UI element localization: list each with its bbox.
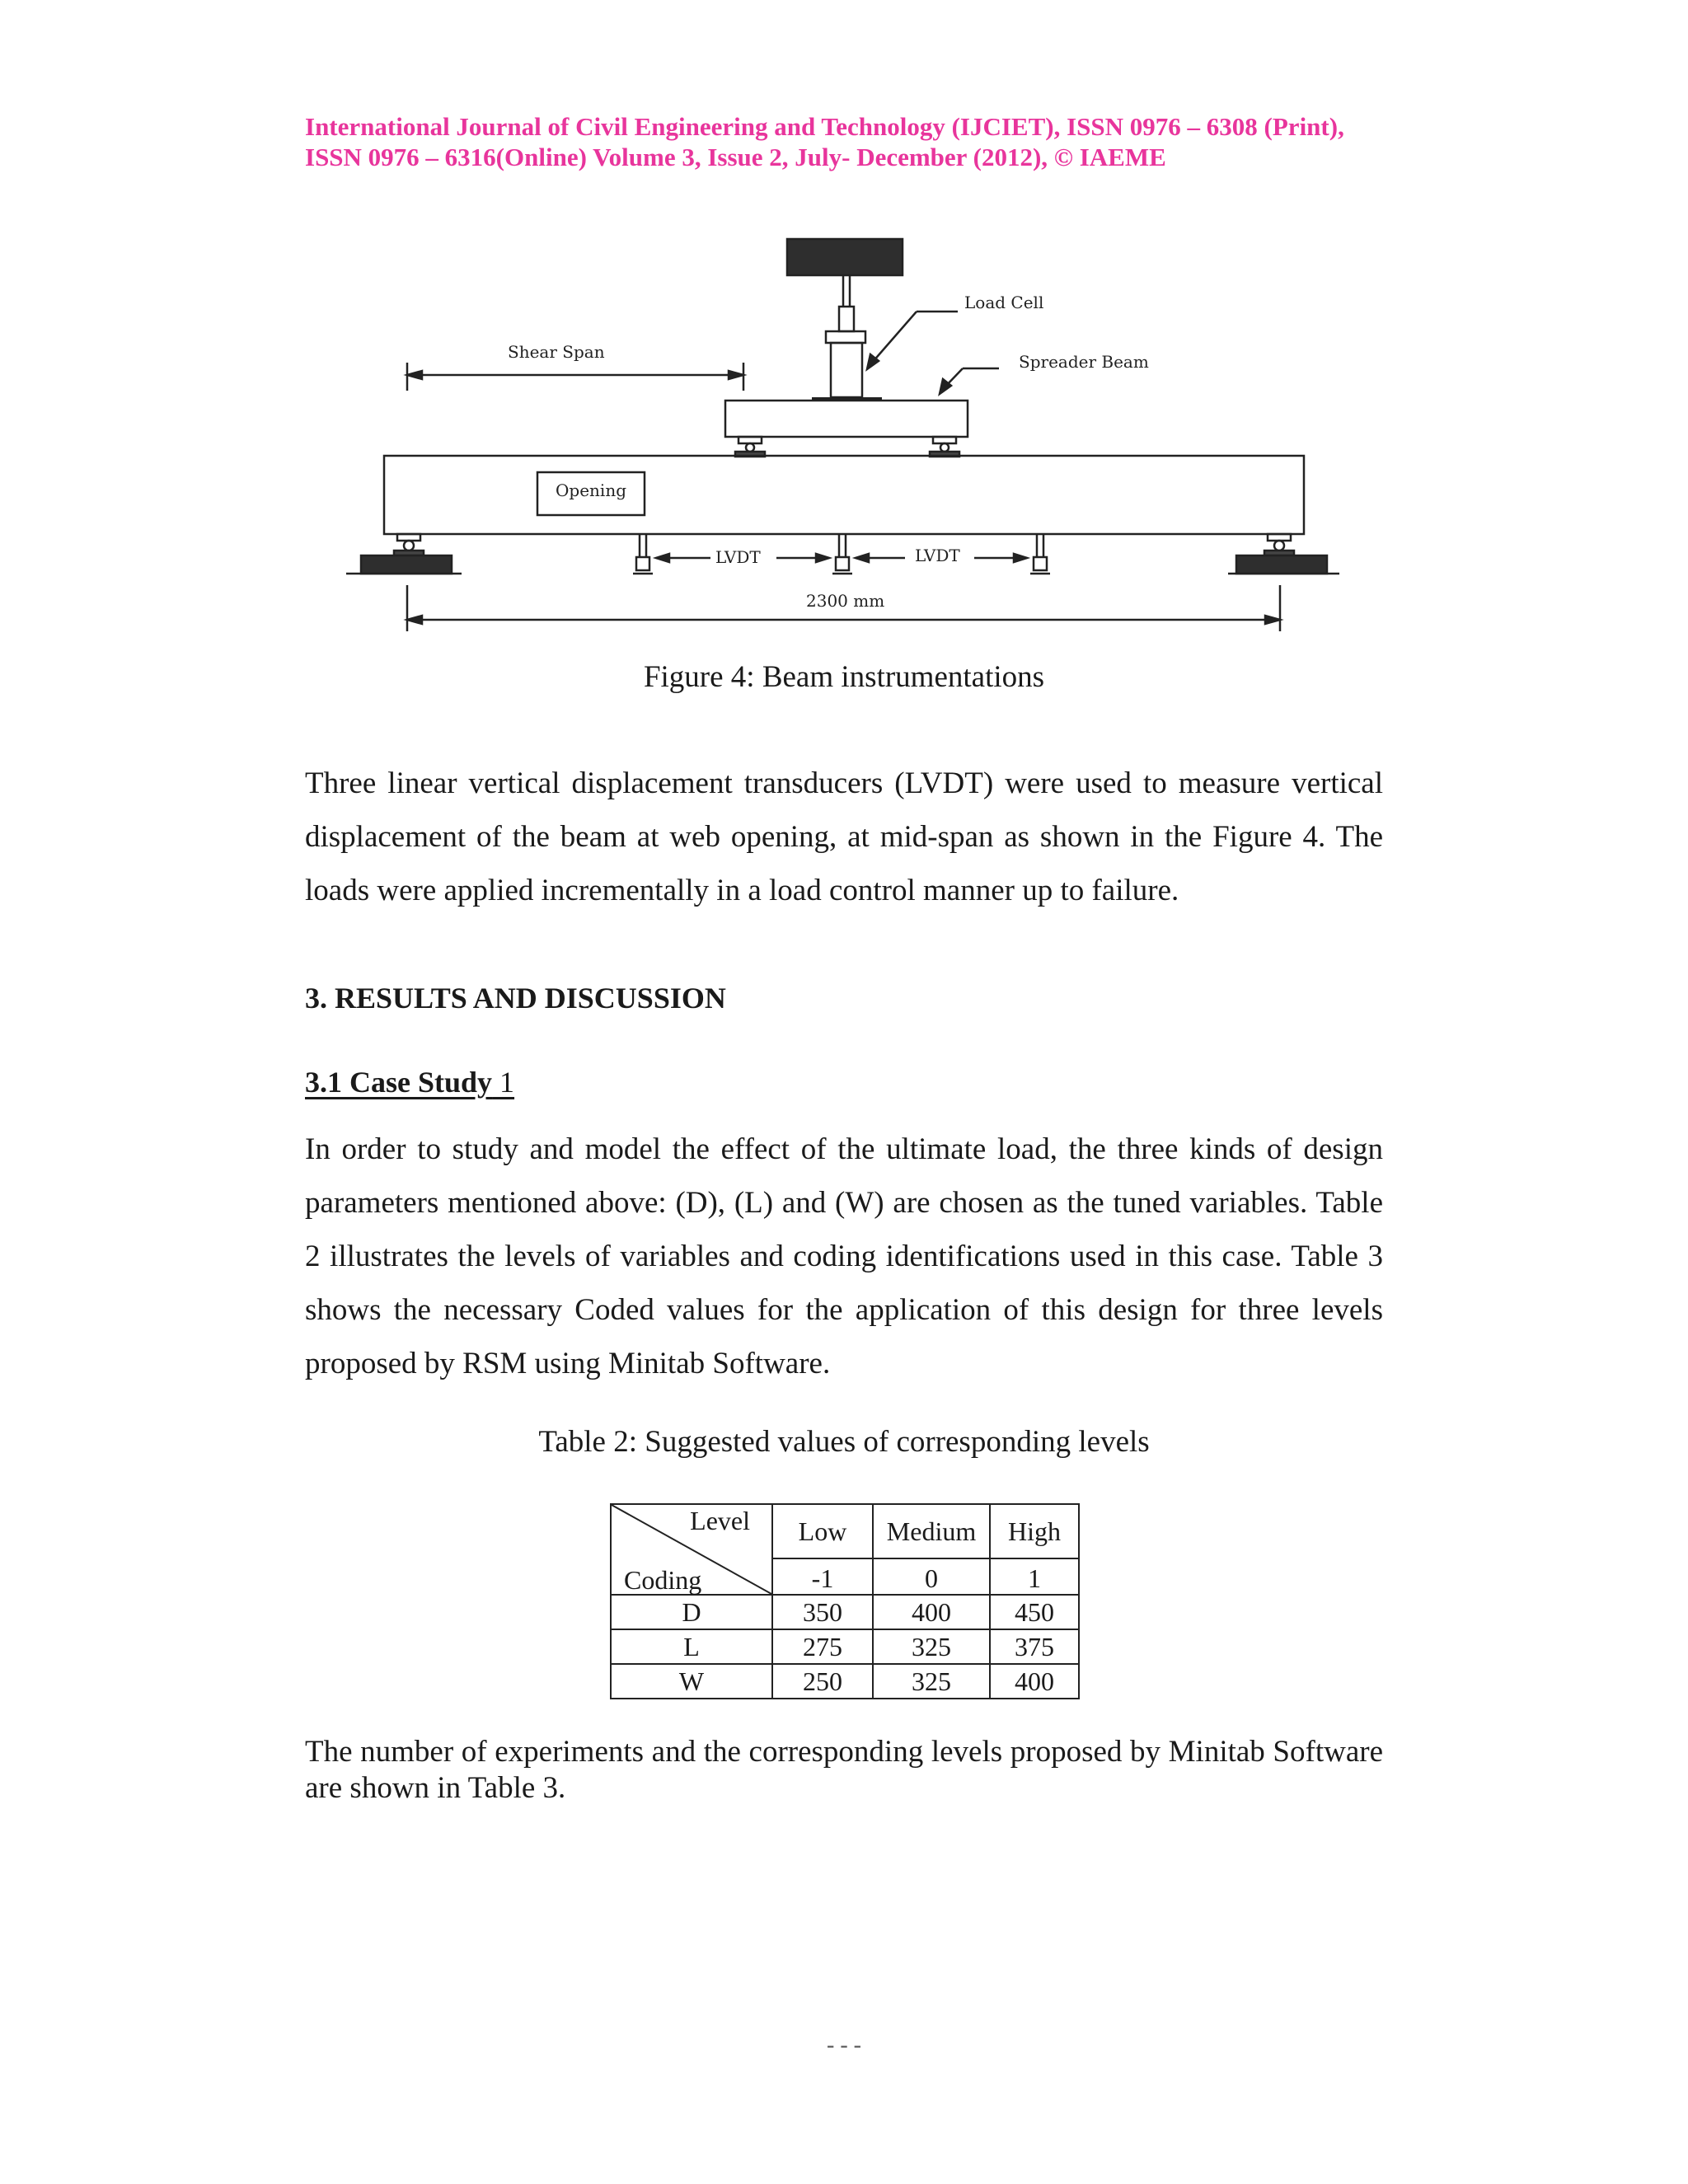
subsection-heading xyxy=(305,1065,514,1099)
paragraph-case-study: In order to study and model the effect of the ultimate load, the three kinds of design parameters mentioned above: (D), (L) and (W) are chosen as the tuned variables. Table 2 illustrates the levels of variables and coding identifications used in this case. Table 3 shows the necessary Coded values for the application of this design for three levels proposed by RSM using Minitab Software. xyxy=(305,1132,1383,1380)
table-row-label: W xyxy=(611,1664,772,1699)
table-row xyxy=(611,1629,1079,1664)
table-header-cell: Low xyxy=(772,1504,873,1558)
corner-coding-label: Coding xyxy=(624,1565,702,1595)
actuator-block xyxy=(787,239,903,275)
table-caption: Table 2: Suggested values of corresponding levels xyxy=(538,1425,1150,1459)
shear-span-label: Shear Span xyxy=(508,342,605,362)
table-cell: 275 xyxy=(772,1629,873,1664)
table-cell: 325 xyxy=(873,1664,990,1699)
left-support-block xyxy=(361,555,452,574)
opening-label: Opening xyxy=(556,480,626,500)
subsection-title: 3.1 Case Study xyxy=(305,1066,493,1099)
section-heading: 3. RESULTS AND DISCUSSION xyxy=(305,982,726,1015)
table-header-row xyxy=(611,1504,1079,1558)
table-code-cell: 1 xyxy=(990,1558,1079,1595)
paragraph-lvdt: Three linear vertical displacement transducers (LVDT) were used to measure vertical displacement of the beam at web opening, at mid-span as shown in the Figure 4. The loads were applied incrementally in a load control manner up to failure. xyxy=(305,766,1383,907)
lvdt-sensor-1 xyxy=(633,534,653,574)
journal-header-line-1: International Journal of Civil Engineering and Technology (IJCIET), ISSN 0976 – 6308 (Print), xyxy=(305,112,1344,141)
table-row xyxy=(611,1595,1079,1629)
table-corner-cell xyxy=(611,1504,772,1595)
table-cell: 400 xyxy=(873,1595,990,1629)
page-number: - - - xyxy=(827,2032,861,2058)
corner-level-label: Level xyxy=(690,1506,750,1535)
subsection-number: 1 xyxy=(492,1066,515,1099)
table-cell: 350 xyxy=(772,1595,873,1629)
load-cell xyxy=(826,331,865,343)
table-cell: 450 xyxy=(990,1595,1079,1629)
load-cell-label: Load Cell xyxy=(964,293,1044,312)
spreader-beam-label: Spreader Beam xyxy=(1019,352,1149,372)
table-cell: 400 xyxy=(990,1664,1079,1699)
table-row-label: L xyxy=(611,1629,772,1664)
journal-header-line-2: ISSN 0976 – 6316(Online) Volume 3, Issue 2, July- December (2012), © IAEME xyxy=(305,143,1166,171)
main-beam xyxy=(384,456,1304,534)
table-cell: 325 xyxy=(873,1629,990,1664)
table-cell: 250 xyxy=(772,1664,873,1699)
spreader-beam xyxy=(725,401,968,437)
table-row-label: D xyxy=(611,1595,772,1629)
span-dimension-label: 2300 mm xyxy=(806,591,885,611)
paragraph-experiments: The number of experiments and the corresponding levels proposed by Minitab Software are shown in Table 3. xyxy=(305,1735,1383,1805)
right-support-block xyxy=(1236,555,1327,574)
lvdt-label-right: LVDT xyxy=(915,546,960,565)
beam-instrumentation-figure xyxy=(0,0,1688,659)
lvdt-sensor-2 xyxy=(832,534,852,574)
lvdt-sensor-3 xyxy=(1030,534,1050,574)
table-header-cell: High xyxy=(990,1504,1079,1558)
figure-caption: Figure 4: Beam instrumentations xyxy=(643,660,1045,694)
table-header-cell: Medium xyxy=(873,1504,990,1558)
table-code-cell: -1 xyxy=(772,1558,873,1595)
table-code-cell: 0 xyxy=(873,1558,990,1595)
table-cell: 375 xyxy=(990,1629,1079,1664)
table-row xyxy=(611,1664,1079,1699)
levels-table xyxy=(610,1503,1080,1699)
lvdt-label-left: LVDT xyxy=(715,547,761,567)
